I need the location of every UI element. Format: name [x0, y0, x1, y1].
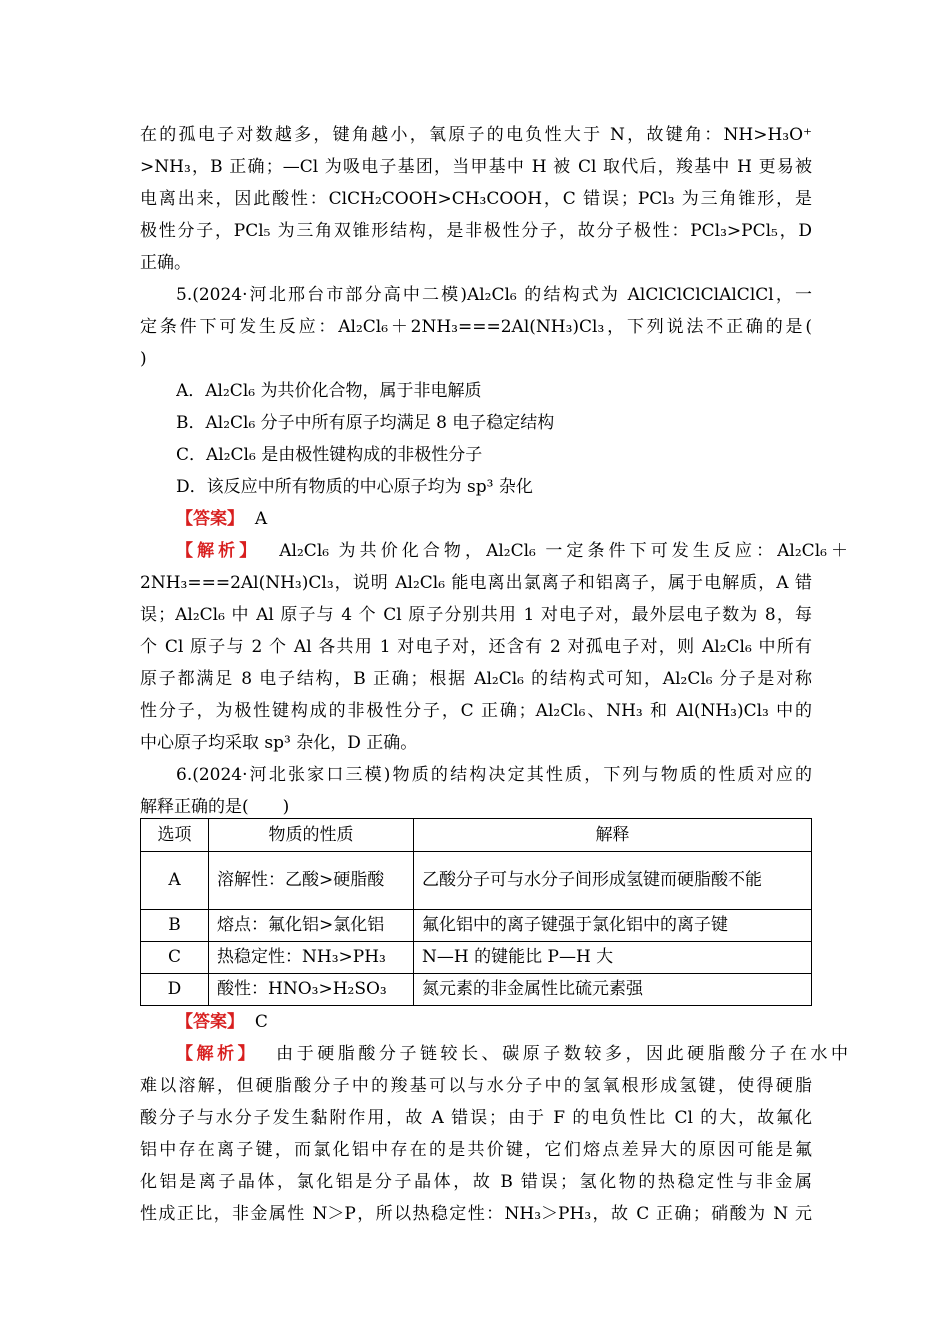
- table-cell-explanation: 氟化铝中的离子键强于氯化铝中的离子键: [414, 910, 812, 942]
- q5-analysis-line-1: [176, 539, 848, 563]
- q5-stem-line-2: 定条件下可发生反应：Al₂Cl₆＋2NH₃===2Al(NH₃)Cl₃，下列说法不正确的是(: [140, 317, 812, 337]
- intro-line-5: 正确。: [140, 253, 191, 273]
- intro-line-3: 电离出来，因此酸性：ClCH₂COOH>CH₃COOH，C 错误；PCl₃ 为三角锥形，是: [140, 189, 812, 209]
- table-cell-property: 溶解性：乙酸>硬脂酸: [209, 852, 414, 910]
- intro-line-2: >NH₃，B 正确；—Cl 为吸电子基团，当甲基中 H 被 Cl 取代后，羧基中 H 更易被: [140, 157, 812, 177]
- q5-stem-line-1: 5.(2024·河北邢台市部分高中二模)Al₂Cl₆ 的结构式为 AlClClClClAlClCl，一: [176, 285, 812, 305]
- q5-analysis-line-4: 个 Cl 原子与 2 个 Al 各共用 1 对电子对，还含有 2 对孤电子对，则 Al₂Cl₆ 中所有: [140, 637, 812, 657]
- q5-analysis-text-1: Al₂Cl₆ 为共价化合物，Al₂Cl₆ 一定条件下可发生反应：Al₂Cl₆＋: [279, 541, 848, 561]
- intro-line-4: 极性分子，PCl₅ 为三角双锥形结构，是非极性分子，故分子极性：PCl₃>PCl₅，D: [140, 221, 812, 241]
- q5-option-c: C．Al₂Cl₆ 是由极性键构成的非极性分子: [176, 445, 483, 465]
- table-row: [141, 910, 812, 942]
- q5-option-b: B．Al₂Cl₆ 分子中所有原子均满足 8 电子稳定结构: [176, 413, 555, 433]
- q6-analysis-line-6: 性成正比，非金属性 N＞P，所以热稳定性：NH₃＞PH₃，故 C 正确；硝酸为 N 元: [140, 1204, 812, 1224]
- q6-analysis-line-2: 难以溶解，但硬脂酸分子中的羧基可以与水分子中的氢氧根形成氢键，使得硬脂: [140, 1076, 812, 1096]
- table-header-property: 物质的性质: [209, 819, 414, 852]
- q6-analysis-label: 【解析】: [176, 1044, 259, 1064]
- table-cell-property: 热稳定性：NH₃>PH₃: [209, 942, 414, 974]
- table-cell-explanation: 乙酸分子可与水分子间形成氢键而硬脂酸不能: [414, 852, 812, 910]
- table-header-row: [141, 819, 812, 852]
- q6-answer-line: [176, 1010, 848, 1034]
- q5-analysis-line-6: 性分子，为极性键构成的非极性分子，C 正确；Al₂Cl₆、NH₃ 和 Al(NH₃)Cl₃ 中的: [140, 701, 812, 721]
- q6-analysis-line-4: 铝中存在离子键，而氯化铝中存在的是共价键，它们熔点差异大的原因可能是氟: [140, 1140, 812, 1160]
- table-cell-option: D: [141, 974, 209, 1006]
- q5-analysis-label: 【解析】: [176, 541, 261, 561]
- q6-answer-label: 【答案】: [176, 1012, 244, 1032]
- table-row: [141, 852, 812, 910]
- table-header-explanation: 解释: [414, 819, 812, 852]
- q5-analysis-line-3: 误；Al₂Cl₆ 中 Al 原子与 4 个 Cl 原子分别共用 1 对电子对，最外层电子数为 8，每: [140, 605, 812, 625]
- table-cell-property: 酸性：HNO₃>H₂SO₃: [209, 974, 414, 1006]
- table-header-option: 选项: [141, 819, 209, 852]
- q5-stem-line-3: ): [140, 349, 147, 369]
- q5-analysis-line-5: 原子都满足 8 电子结构，B 正确；根据 Al₂Cl₆ 的结构式可知，Al₂Cl₆ 分子是对称: [140, 669, 812, 689]
- q6-stem-line-2: 解释正确的是( ): [140, 797, 290, 817]
- q6-analysis-line-1: [176, 1042, 848, 1066]
- table-cell-explanation: N—H 的键能比 P—H 大: [414, 942, 812, 974]
- q6-analysis-line-5: 化铝是离子晶体，氯化铝是分子晶体，故 B 错误；氢化物的热稳定性与非金属: [140, 1172, 812, 1192]
- q6-stem-line-1: 6.(2024·河北张家口三模)物质的结构决定其性质，下列与物质的性质对应的: [176, 765, 812, 785]
- q5-answer-line: [176, 507, 848, 531]
- table-cell-property: 熔点：氟化铝>氯化铝: [209, 910, 414, 942]
- q6-analysis-line-3: 酸分子与水分子发生黏附作用，故 A 错误；由于 F 的电负性比 Cl 的大，故氟化: [140, 1108, 812, 1128]
- q6-analysis-text-1: 由于硬脂酸分子链较长、碳原子数较多，因此硬脂酸分子在水中: [276, 1044, 848, 1064]
- q5-answer-label: 【答案】: [176, 509, 244, 529]
- table-cell-option: C: [141, 942, 209, 974]
- q6-table: [140, 818, 812, 1006]
- table-cell-option: B: [141, 910, 209, 942]
- table-cell-option: A: [141, 852, 209, 910]
- table-row: [141, 974, 812, 1006]
- q5-analysis-line-7: 中心原子均采取 sp³ 杂化，D 正确。: [140, 733, 418, 753]
- table-row: [141, 942, 812, 974]
- table-cell-explanation: 氮元素的非金属性比硫元素强: [414, 974, 812, 1006]
- q5-analysis-line-2: 2NH₃===2Al(NH₃)Cl₃，说明 Al₂Cl₆ 能电离出氯离子和铝离子，属于电解质，A 错: [140, 573, 812, 593]
- q5-option-d: D．该反应中所有物质的中心原子均为 sp³ 杂化: [176, 477, 533, 497]
- q5-answer-value: A: [254, 509, 268, 529]
- q6-answer-value: C: [254, 1012, 268, 1032]
- intro-line-1: 在的孤电子对数越多，键角越小，氧原子的电负性大于 N，故键角：NH>H₃O⁺: [140, 125, 812, 145]
- q5-option-a: A．Al₂Cl₆ 为共价化合物，属于非电解质: [176, 381, 482, 401]
